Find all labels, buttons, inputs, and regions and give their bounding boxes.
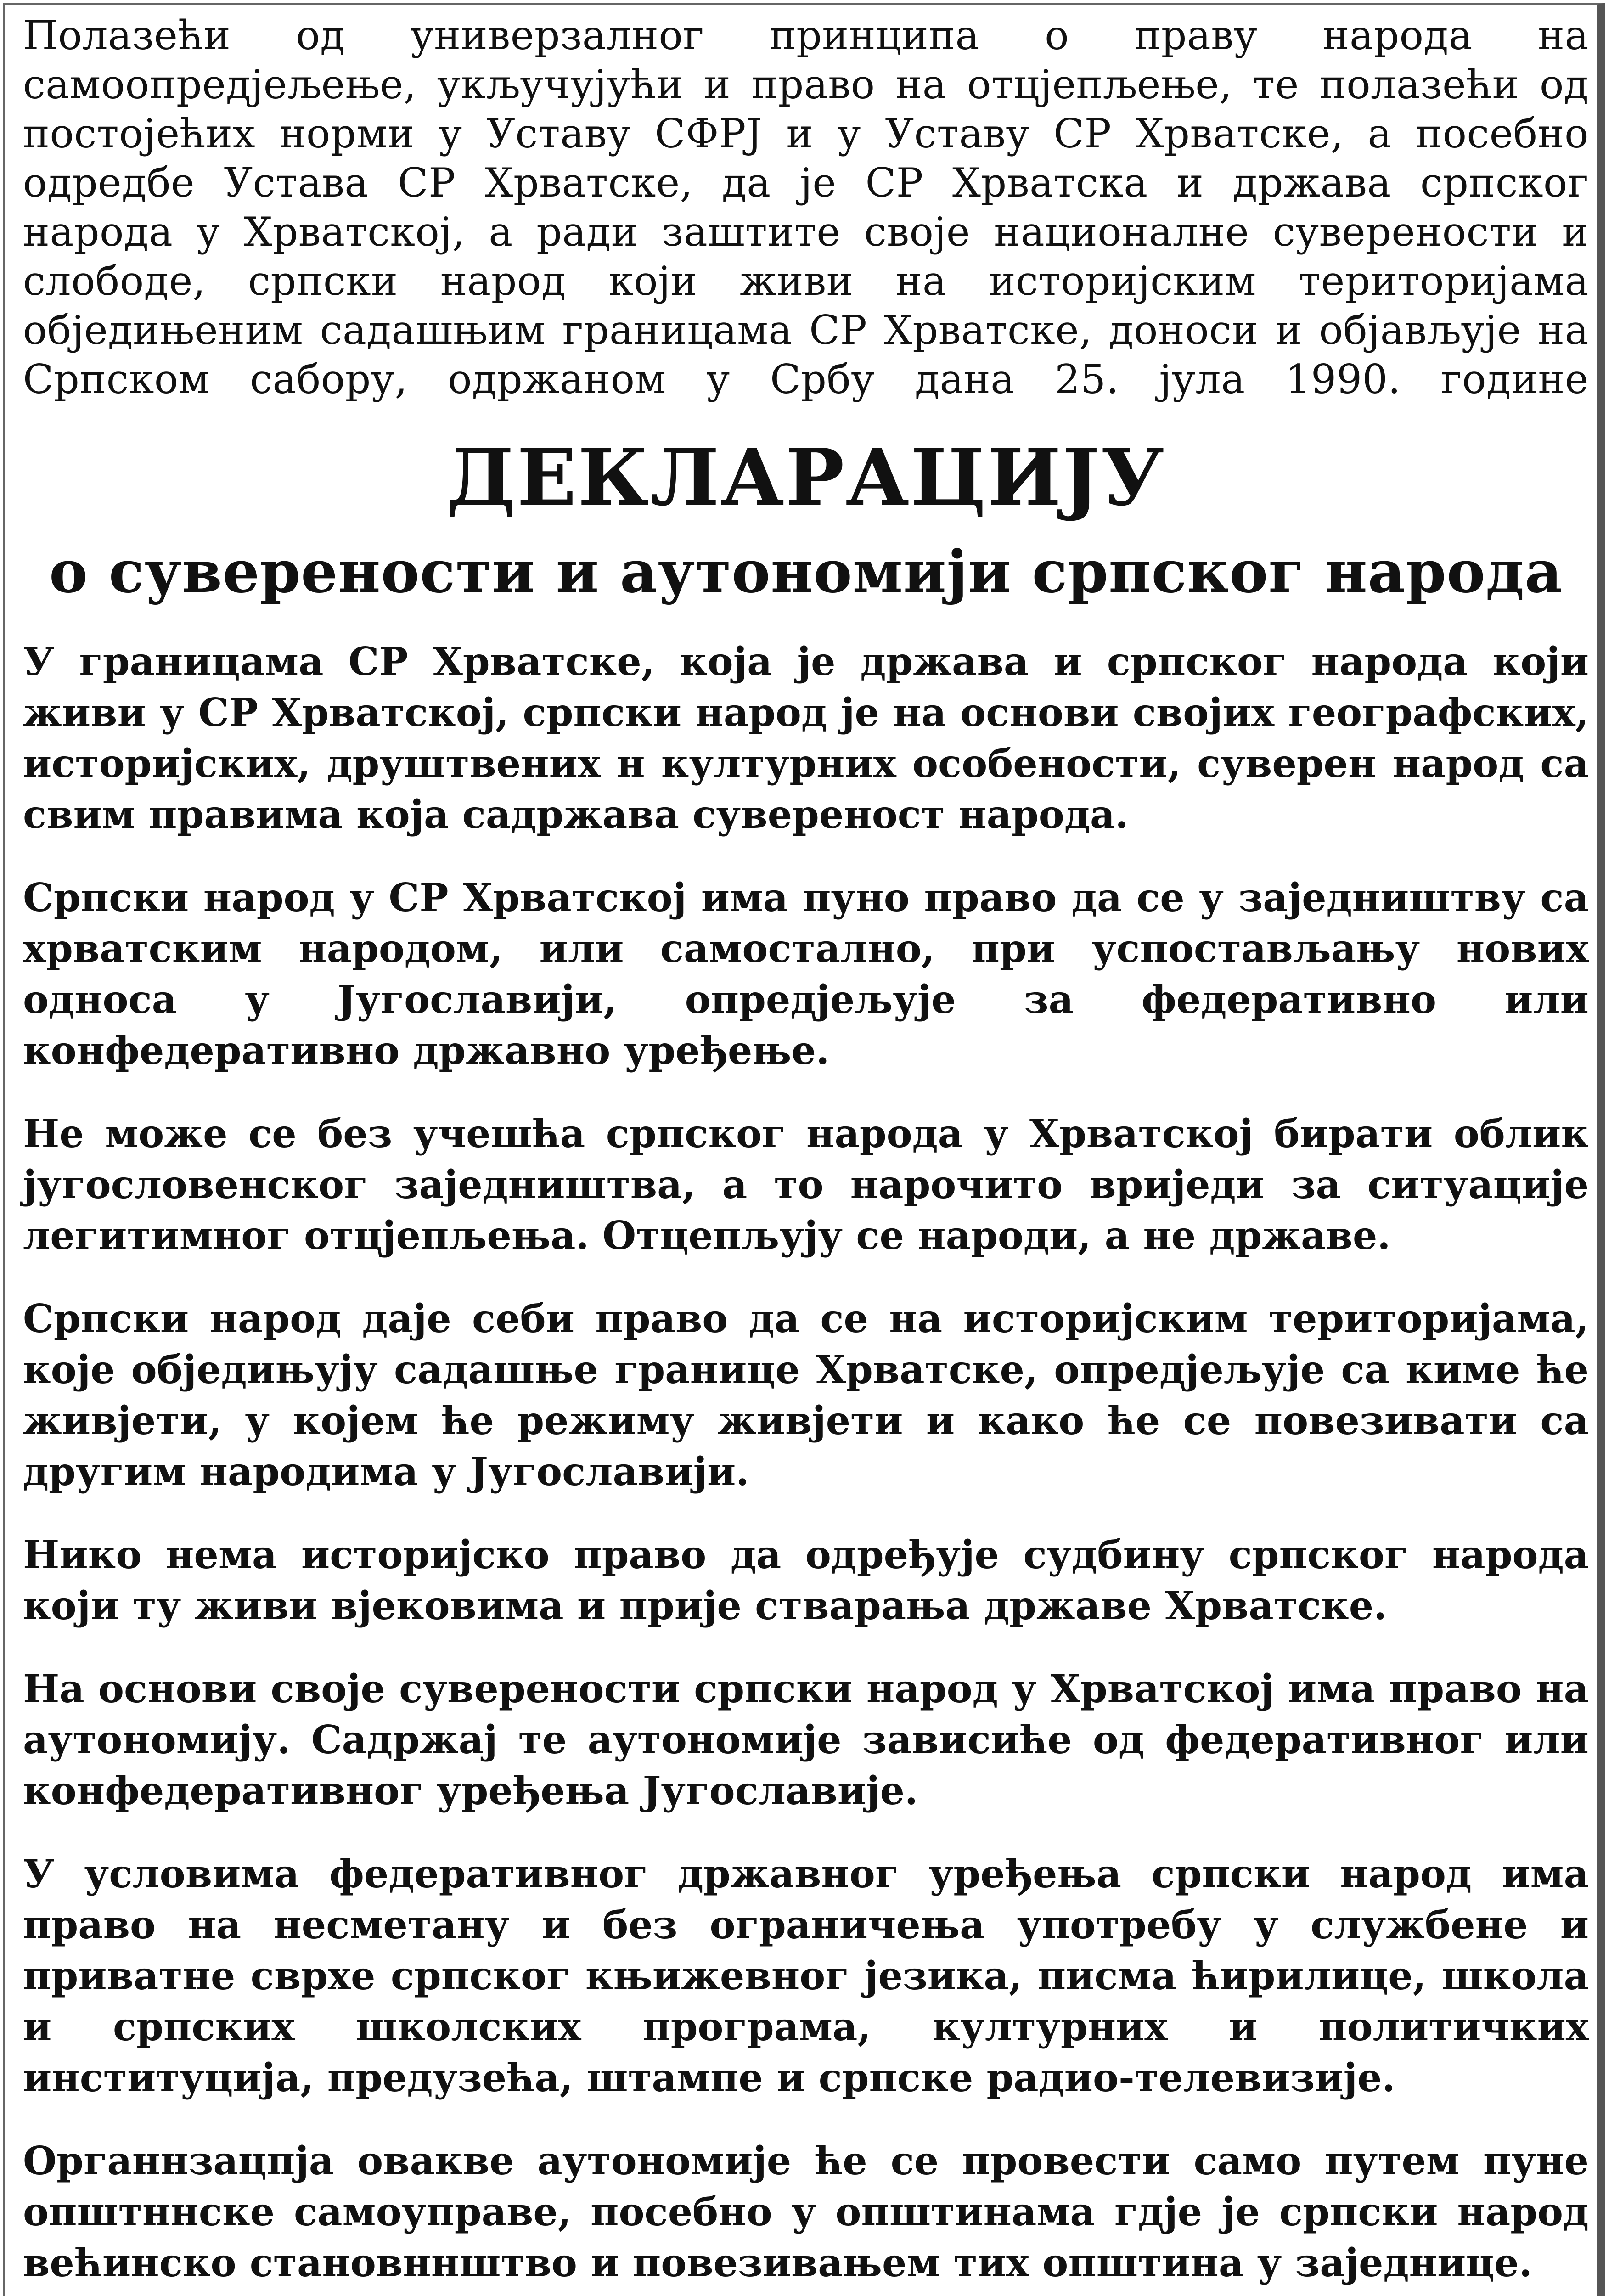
paragraph-1: У границама СР Хрватске, која је држава и српског народа који живи у СР Хрватској, српски народ је на основи својих географских, историјских, друштвених н културних особености, суверен народ са свим правима која садржава суверенoст народа. xyxy=(23,639,1589,837)
paragraph-2: Српски народ у СР Хрватској има пуно право да се у заједништву са хрватским народом, или самостално, при успостављању нових односа у Југославији, опредјељује за федеративно или конфедеративно државно уређење. xyxy=(23,875,1589,1073)
document-content xyxy=(23,11,1589,2296)
declaration-title: ДЕКЛАРАЦИЈУ xyxy=(446,432,1166,523)
paragraph-6: На основи своје суверености српски народ у Хрватској има право на аутономију. Садржај те аутономије зависиће од федеративног или конфедеративног уређења Југославије. xyxy=(23,1666,1589,1813)
paragraph-4: Српски народ даје себи право да се на историјским територијама, које обједињују садашње границе Хрватске, опредјељује са киме ће живјети, у којем ће режиму живјети и како ће се повезивати са другим народима у Југославији. xyxy=(23,1296,1589,1494)
intro-paragraph: Полазећи од универзалног принципа о праву народа на самоопредјељење, укључујући и право на отцјепљење, те полазећи од постојећих норми у Уставу СФРЈ и у Уставу СР Хрватске, а посебно одредбе Устава СР Хрватске, да је СР Хрватска и држава српског народа у Хрватској, а ради заштите своје националне суверености и слободе, српски народ који живи на историјским територијама обједињеним садашњим границама СР Хрватске, доноси и објављује на Српском сабору, одржаном у Србу дана 25. јула 1990. године xyxy=(23,12,1589,403)
paragraph-7: У условима федеративног државног уређења српски народ има право на несметану и без ограничења употребу у службене и приватне сврхе српског књижевног језика, писма ћирилице, школа и српских школских програма, културних и политичких институција, предузећа, штампе и српске радио-телевизије. xyxy=(23,1851,1589,2100)
page-frame xyxy=(3,3,1605,2296)
paragraph-3: Не може се без учешћа српског народа у Хрватској бирати облик југословенског заједништва, а то нарочито вриједи за ситуације легитимног отцјепљења. Отцепљују се народи, а не државе. xyxy=(23,1111,1589,1258)
declaration-body xyxy=(23,636,1589,2296)
paragraph-8: Органнзацпја овакве аутономије ће се провести само путем пуне општннске самоуправе, посебно у општинама гдје је српски народ већинско становннштво и повезивањем тих општина у заједнице. xyxy=(23,2138,1589,2285)
paragraph-5: Нико нема историјско право да одређује судбину српског народа који ту живи вјековима и прије стварања државе Хрватске. xyxy=(23,1532,1589,1628)
declaration-subtitle: о суверености и аутономији српског народа xyxy=(49,538,1563,606)
